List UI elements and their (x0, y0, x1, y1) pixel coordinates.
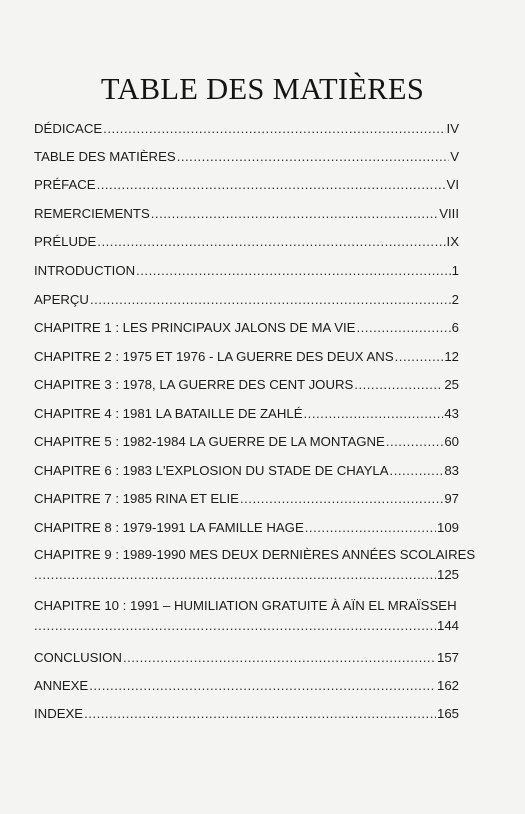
entry-page-number: 12 (444, 349, 459, 364)
dot-leader (34, 567, 436, 583)
dot-leader (97, 234, 445, 250)
toc-entry (34, 434, 459, 450)
dot-leader (304, 406, 444, 422)
toc-entry (34, 650, 459, 666)
entry-page-number: 60 (444, 434, 459, 449)
dot-leader (151, 206, 438, 222)
toc-entry (34, 598, 459, 634)
dot-leader (123, 650, 436, 666)
toc-entry (34, 234, 459, 250)
entry-page-number: IV (446, 121, 459, 136)
entry-label: CHAPITRE 5 : 1982-1984 LA GUERRE DE LA MONTAGNE (34, 434, 385, 449)
dot-leader (240, 491, 443, 507)
entry-page-number: 1 (451, 263, 459, 278)
toc-entry (34, 463, 459, 479)
entry-page-number: 25 (444, 377, 459, 392)
toc-entry (34, 149, 459, 165)
entry-page-number: 165 (436, 706, 459, 721)
toc-entry (34, 292, 459, 308)
toc-entry (34, 520, 459, 536)
dot-leader (90, 292, 451, 308)
entry-page-number: 109 (436, 520, 459, 535)
dot-leader (97, 177, 446, 193)
entry-page-number: V (450, 149, 459, 164)
entry-label: ANNEXE (34, 678, 89, 693)
entry-page-number: 43 (444, 406, 459, 421)
toc-entry (34, 678, 459, 694)
entry-label: CHAPITRE 10 : 1991 – HUMILIATION GRATUITE À AÏN EL MRAÏSSEH (34, 598, 457, 613)
entry-label: CHAPITRE 6 : 1983 L'EXPLOSION DU STADE DE CHAYLA (34, 463, 389, 478)
toc-entry (34, 121, 459, 137)
entry-page-number: VI (446, 177, 459, 192)
entry-page-number: 144 (436, 618, 459, 633)
entry-page-number: 162 (436, 678, 459, 693)
dot-leader (390, 463, 444, 479)
entry-label: CHAPITRE 7 : 1985 RINA ET ELIE (34, 491, 239, 506)
entry-label: CHAPITRE 9 : 1989-1990 MES DEUX DERNIÈRES ANNÉES SCOLAIRES (34, 547, 476, 562)
entry-page-number: IX (446, 234, 459, 249)
entry-page-number: 97 (444, 491, 459, 506)
toc-entry (34, 406, 459, 422)
dot-leader (356, 320, 450, 336)
entry-label: CONCLUSION (34, 650, 122, 665)
entry-page-number: VIII (439, 206, 459, 221)
entry-label: DÉDICACE (34, 121, 103, 136)
entry-label: APERÇU (34, 292, 89, 307)
entry-label: CHAPITRE 2 : 1975 ET 1976 - LA GUERRE DES DEUX ANS (34, 349, 394, 364)
dot-leader (354, 377, 443, 393)
entry-label: PRÉLUDE (34, 234, 97, 249)
entry-page-number: 157 (436, 650, 459, 665)
entry-label: REMERCIEMENTS (34, 206, 150, 221)
dot-leader (386, 434, 444, 450)
entry-page-number: 6 (451, 320, 459, 335)
entry-label: INTRODUCTION (34, 263, 136, 278)
toc-entry (34, 177, 459, 193)
dot-leader (103, 121, 445, 137)
dot-leader (305, 520, 436, 536)
toc-entry (34, 263, 459, 279)
toc-entry (34, 349, 459, 365)
entry-label: TABLE DES MATIÈRES (34, 149, 176, 164)
entry-page-number: 83 (444, 463, 459, 478)
toc-entry (34, 547, 476, 583)
entry-label: CHAPITRE 1 : LES PRINCIPAUX JALONS DE MA VIE (34, 320, 356, 335)
entry-label: CHAPITRE 8 : 1979-1991 LA FAMILLE HAGE (34, 520, 304, 535)
dot-leader (84, 706, 436, 722)
toc-entry (34, 320, 459, 336)
entry-label: INDEXE (34, 706, 84, 721)
toc-entry (34, 706, 459, 722)
dot-leader (136, 263, 451, 279)
entry-label: CHAPITRE 3 : 1978, LA GUERRE DES CENT JOURS (34, 377, 354, 392)
toc-entry (34, 206, 459, 222)
toc-entry (34, 491, 459, 507)
entry-label: CHAPITRE 4 : 1981 LA BATAILLE DE ZAHLÉ (34, 406, 303, 421)
dot-leader (177, 149, 450, 165)
page-title: TABLE DES MATIÈRES (100, 72, 425, 106)
entry-label: PRÉFACE (34, 177, 96, 192)
entry-page-number: 125 (436, 567, 459, 582)
entry-page-number: 2 (451, 292, 459, 307)
dot-leader (89, 678, 436, 694)
toc-entry (34, 377, 459, 393)
dot-leader (395, 349, 444, 365)
dot-leader (34, 618, 436, 634)
